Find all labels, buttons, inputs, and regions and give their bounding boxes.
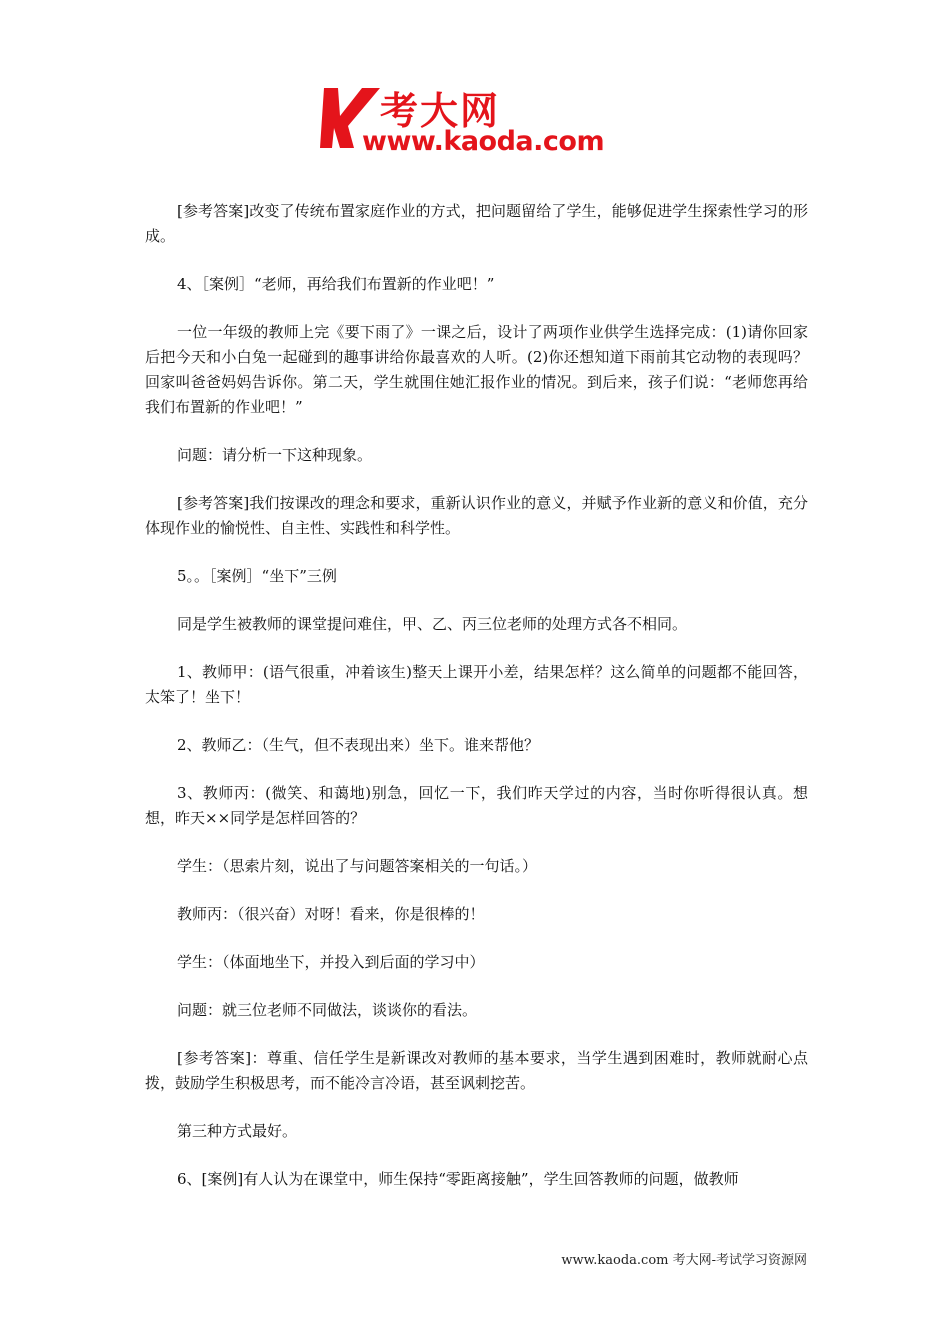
paragraph: 问题：请分析一下这种现象。 xyxy=(177,446,373,464)
kaoda-logo xyxy=(318,86,638,158)
page-footer: www.kaoda.com 考大网-考试学习资源网 xyxy=(561,1253,807,1268)
paragraph: [参考答案]改变了传统布置家庭作业的方式，把问题留给了学生，能够促进学生探索性学习的形成。 xyxy=(145,202,808,245)
logo-brand-text: 考大网 xyxy=(380,89,501,133)
paragraph: 学生：（思索片刻，说出了与问题答案相关的一句话。） xyxy=(177,857,538,875)
paragraph: 第三种方式最好。 xyxy=(177,1122,298,1140)
paragraph: 2、教师乙：（生气，但不表现出来）坐下。谁来帮他？ xyxy=(177,736,540,754)
logo-url-text: www.kaoda.com xyxy=(362,126,605,157)
paragraph: 6、[案例]有人认为在课堂中，师生保持“零距离接触”，学生回答教师的问题，做教师 xyxy=(177,1170,739,1188)
paragraph: 4、［案例］“老师，再给我们布置新的作业吧！” xyxy=(177,275,495,293)
paragraph: 3、教师丙：(微笑、和蔼地)别急，回忆一下，我们昨天学过的内容，当时你听得很认真。想想，昨天××同学是怎样回答的？ xyxy=(145,784,808,827)
paragraph: 一位一年级的教师上完《要下雨了》一课之后，设计了两项作业供学生选择完成：(1)请你回家后把今天和小白兔一起碰到的趣事讲给你最喜欢的人听。(2)你还想知道下雨前其它动物的表现吗？回家叫爸爸妈妈告诉你。第二天，学生就围住她汇报作业的情况。到后来，孩子们说：“老师您再给我们布置新的作业吧！” xyxy=(145,323,808,416)
paragraph: 教师丙：（很兴奋）对呀！看来，你是很棒的！ xyxy=(177,905,485,923)
document-body xyxy=(145,199,808,1215)
paragraph: 学生：（体面地坐下，并投入到后面的学习中） xyxy=(177,953,485,971)
paragraph: 同是学生被教师的课堂提问难住，甲、乙、丙三位老师的处理方式各不相同。 xyxy=(177,615,688,633)
paragraph: [参考答案]我们按课改的理念和要求，重新认识作业的意义，并赋予作业新的意义和价值，充分体现作业的愉悦性、自主性、实践性和科学性。 xyxy=(145,494,808,537)
paragraph: 问题：就三位老师不同做法，谈谈你的看法。 xyxy=(177,1001,478,1019)
paragraph: 5。。［案例］“坐下”三例 xyxy=(177,567,337,585)
paragraph: 1、教师甲：(语气很重，冲着该生)整天上课开小差，结果怎样？这么简单的问题都不能回答，太笨了！坐下！ xyxy=(145,663,808,706)
paragraph: [参考答案]：尊重、信任学生是新课改对教师的基本要求，当学生遇到困难时，教师就耐心点拨，鼓励学生积极思考，而不能冷言冷语，甚至讽刺挖苦。 xyxy=(145,1049,808,1092)
